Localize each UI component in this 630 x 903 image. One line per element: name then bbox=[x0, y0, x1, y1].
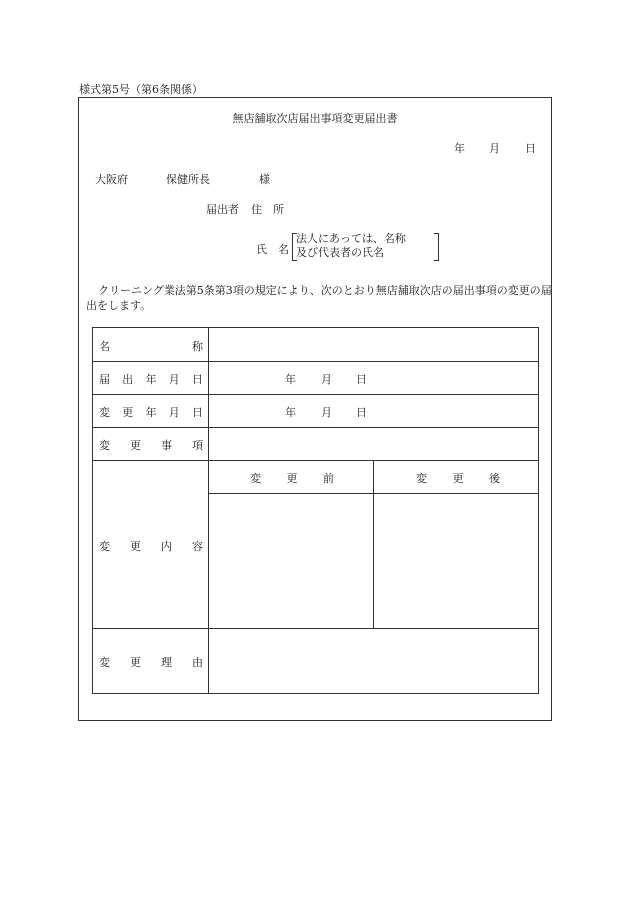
date-day-label: 日 bbox=[525, 142, 536, 155]
change-date-field[interactable] bbox=[209, 394, 538, 427]
label-char: 変 bbox=[99, 540, 110, 553]
name-field[interactable] bbox=[209, 328, 538, 361]
label-change-item bbox=[99, 437, 203, 453]
declaration-statement: クリーニング業法第5条第3項の規定により、次のとおり無店舗取次店の届出事項の変更の届出をします。 bbox=[86, 284, 552, 312]
label-char: 月 bbox=[168, 373, 180, 386]
header-before-change bbox=[250, 470, 334, 486]
date-year-label: 年 bbox=[454, 142, 465, 155]
label-char: 日 bbox=[192, 406, 203, 419]
label-char: 内 bbox=[161, 540, 172, 553]
label-char: 変 bbox=[99, 439, 110, 452]
notifier-name-label: 氏 名 bbox=[256, 243, 289, 256]
year-unit: 年 bbox=[285, 406, 296, 419]
day-unit: 日 bbox=[356, 406, 367, 419]
label-char: 更 bbox=[452, 472, 464, 485]
addressee-honorific: 様 bbox=[259, 173, 270, 186]
notifier-address-label: 住 所 bbox=[251, 203, 284, 216]
label-char: 前 bbox=[323, 472, 334, 485]
label-char: 理 bbox=[161, 656, 172, 669]
document-title: 無店舗取次店届出事項変更届出書 bbox=[232, 112, 398, 125]
label-char: 容 bbox=[192, 540, 203, 553]
label-char: 月 bbox=[168, 406, 180, 419]
label-char: 変 bbox=[416, 472, 427, 485]
label-change-reason bbox=[99, 654, 203, 670]
row-divider bbox=[93, 460, 538, 461]
label-char: 変 bbox=[99, 656, 110, 669]
label-char: 日 bbox=[192, 373, 203, 386]
header-after-change bbox=[416, 470, 500, 486]
label-char: 変 bbox=[99, 406, 110, 419]
corporate-name-note-line2: 及び代表者の氏名 bbox=[296, 246, 384, 259]
label-notice-date bbox=[99, 371, 203, 387]
month-unit: 月 bbox=[321, 406, 332, 419]
label-char: 名 bbox=[99, 340, 110, 353]
notice-date-field[interactable] bbox=[209, 361, 538, 394]
after-change-field[interactable] bbox=[374, 494, 538, 628]
bracket-right bbox=[434, 233, 439, 261]
change-item-field[interactable] bbox=[209, 427, 538, 460]
label-char: 称 bbox=[192, 340, 203, 353]
label-change-content bbox=[99, 538, 203, 554]
label-char: 更 bbox=[130, 656, 141, 669]
label-char: 出 bbox=[122, 373, 134, 386]
corporate-name-note-line1: 法人にあっては、名称 bbox=[296, 232, 406, 245]
month-unit: 月 bbox=[321, 373, 332, 386]
label-char: 更 bbox=[286, 472, 298, 485]
label-char: 届 bbox=[99, 373, 110, 386]
notifier-label: 届出者 bbox=[206, 203, 239, 216]
date-month-label: 月 bbox=[489, 142, 500, 155]
label-char: 由 bbox=[192, 656, 203, 669]
label-name bbox=[99, 338, 203, 354]
year-unit: 年 bbox=[285, 373, 296, 386]
corporate-name-note bbox=[296, 232, 406, 260]
before-change-field[interactable] bbox=[209, 494, 373, 628]
label-char: 変 bbox=[250, 472, 261, 485]
label-char: 年 bbox=[145, 373, 157, 386]
form-number: 様式第5号（第6条関係） bbox=[79, 83, 203, 96]
label-char: 事 bbox=[161, 439, 172, 452]
label-char: 年 bbox=[145, 406, 157, 419]
label-change-date bbox=[99, 404, 203, 420]
label-char: 更 bbox=[130, 439, 141, 452]
label-char: 更 bbox=[130, 540, 141, 553]
change-notification-table bbox=[92, 327, 539, 694]
addressee-prefecture: 大阪府 bbox=[95, 173, 128, 186]
label-char: 更 bbox=[122, 406, 134, 419]
addressee-health-center: 保健所長 bbox=[166, 173, 210, 186]
day-unit: 日 bbox=[356, 373, 367, 386]
change-reason-field[interactable] bbox=[209, 629, 538, 693]
label-char: 後 bbox=[489, 472, 500, 485]
label-char: 項 bbox=[192, 439, 203, 452]
